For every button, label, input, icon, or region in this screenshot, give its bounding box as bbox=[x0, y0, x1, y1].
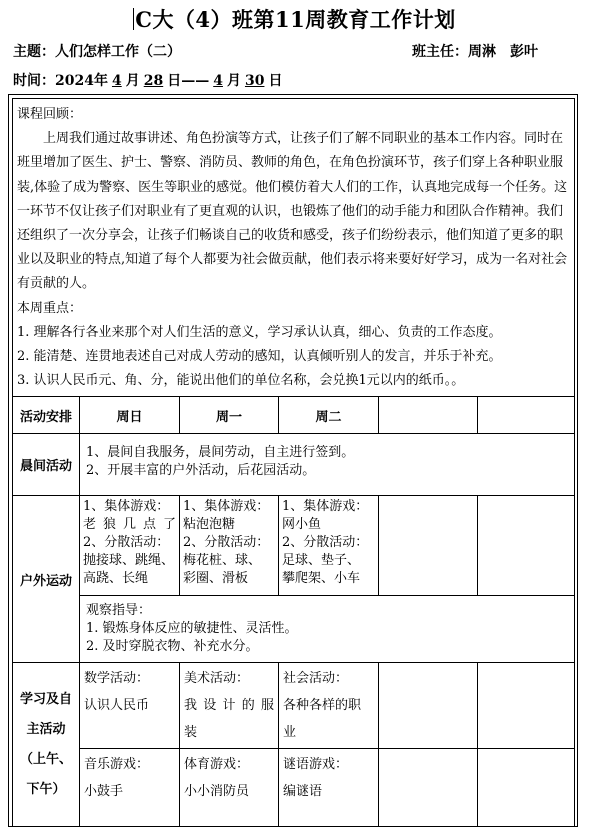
outdoor-group-title: 1、集体游戏： bbox=[282, 499, 369, 514]
study-activity-title: 体育游戏： bbox=[184, 757, 250, 772]
header-day-monday: 周一 bbox=[180, 397, 279, 434]
study-cell-empty bbox=[379, 749, 478, 827]
review-heading: 课程回顾： bbox=[17, 107, 83, 122]
outdoor-group-title: 1、集体游戏： bbox=[183, 499, 270, 514]
title-prefix: C bbox=[135, 7, 153, 32]
theme-label: 主题： bbox=[13, 44, 55, 60]
study-row-1 bbox=[13, 663, 575, 749]
study-label-line: （上午、 bbox=[19, 751, 72, 767]
outdoor-group-game: 老狼几点了 bbox=[83, 517, 176, 532]
review-paragraph: 上周我们通过故事讲述、角色扮演等方式，让孩子们了解不同职业的基本工作内容。同时在班里增加了医生、护士、警察、消防员、教师的角色，在角色扮演环节，孩子们穿上各种职业服装,体验了成为警察、医生等职业的感觉。他们模仿着大人们的工作，认真地完成每一个任务。这一环节不仅让孩子们对职业有了更直观的认识，也锻炼了他们的动手能力和团队合作精神。我们还组织了一次分享会，让孩子们畅谈自己的收货和感受，孩子们纷纷表示，他们知道了更多的职业以及职业的特点,知道了每个人都要为社会做贡献，他们表示将来要好好学习，成为一名对社会有贡献的人。 bbox=[17, 131, 568, 292]
outdoor-free-items: 高跷、长绳 bbox=[83, 571, 149, 586]
theme-value: 人们怎样工作（二） bbox=[55, 44, 181, 60]
outdoor-free-items: 攀爬架、小车 bbox=[282, 571, 361, 586]
focus-item: 1. 理解各行各业来那个对人们生活的意义，学习承认认真，细心、负责的工作态度。 bbox=[17, 324, 502, 340]
study-activity-title: 音乐游戏： bbox=[84, 757, 150, 772]
period-day-dash: 日—— bbox=[167, 73, 210, 89]
morning-row bbox=[13, 434, 575, 496]
observe-line: 1. 锻炼身体反应的敏捷性、灵活性。 bbox=[86, 621, 298, 636]
observe-heading: 观察指导： bbox=[86, 603, 152, 618]
study-cell-sunday bbox=[80, 749, 180, 827]
period-year: 2024年 bbox=[55, 73, 108, 89]
outdoor-cell-empty bbox=[478, 496, 575, 596]
outdoor-free-items: 彩圈、滑板 bbox=[183, 571, 249, 586]
period-month-char: 月 bbox=[226, 73, 241, 89]
teacher-value: 周淋 彭叶 bbox=[468, 44, 538, 60]
study-activity-title: 数学活动： bbox=[84, 671, 150, 686]
header-day-sunday: 周日 bbox=[80, 397, 180, 434]
header-day-empty bbox=[379, 397, 478, 434]
period-end-month: 4 bbox=[213, 73, 223, 89]
study-activity-title: 社会活动： bbox=[283, 671, 349, 686]
outdoor-group-game: 网小鱼 bbox=[282, 517, 322, 532]
title-text: 大（4）班第11周教育工作计划 bbox=[152, 7, 456, 32]
outdoor-cell-monday bbox=[180, 496, 279, 596]
focus-item: 3. 认识人民币元、角、分，能说出他们的单位名称，会兑换1元以内的纸币。。 bbox=[17, 373, 465, 389]
period-day-char: 日 bbox=[268, 73, 283, 89]
study-activity-name: 认识人民币 bbox=[84, 698, 150, 713]
period-line bbox=[13, 70, 282, 90]
study-cell-sunday bbox=[80, 663, 180, 749]
period-end-day: 30 bbox=[244, 73, 265, 89]
outdoor-cell-tuesday bbox=[279, 496, 379, 596]
page-title bbox=[0, 4, 589, 34]
study-cell-empty bbox=[379, 663, 478, 749]
observe-row bbox=[13, 596, 575, 663]
header-activity-label: 活动安排 bbox=[13, 397, 80, 434]
study-cell-tuesday bbox=[279, 663, 379, 749]
study-activity-name: 装 bbox=[184, 725, 198, 740]
focus-heading: 本周重点： bbox=[17, 300, 83, 316]
period-start-month: 4 bbox=[111, 73, 122, 89]
outdoor-free-title: 2、分散活动： bbox=[83, 535, 170, 550]
study-cell-monday bbox=[180, 663, 279, 749]
outdoor-free-items: 梅花桩、球、 bbox=[183, 553, 262, 568]
morning-line: 1、晨间自我服务，晨间劳动，自主进行签到。 bbox=[86, 445, 355, 460]
schedule-header-row bbox=[13, 397, 575, 434]
review-row bbox=[13, 99, 575, 397]
period-label: 时间： bbox=[13, 73, 55, 89]
period-start-day: 28 bbox=[143, 73, 164, 89]
study-cell-tuesday bbox=[279, 749, 379, 827]
outdoor-free-title: 2、分散活动： bbox=[183, 535, 270, 550]
study-activity-name: 编谜语 bbox=[283, 784, 323, 799]
morning-content bbox=[80, 434, 575, 496]
study-label bbox=[13, 663, 80, 827]
study-label-line: 主活动 bbox=[26, 721, 66, 737]
study-activity-name: 小鼓手 bbox=[84, 784, 124, 799]
teacher-label: 班主任： bbox=[412, 44, 468, 60]
outdoor-free-title: 2、分散活动： bbox=[282, 535, 369, 550]
study-activity-title: 谜语游戏： bbox=[283, 757, 349, 772]
observe-line: 2. 及时穿脱衣物、补充水分。 bbox=[86, 639, 259, 654]
study-activity-name: 小小消防员 bbox=[184, 784, 250, 799]
focus-item: 2. 能清楚、连贯地表述自己对成人劳动的感知，认真倾听别人的发言，并乐于补充。 bbox=[17, 349, 502, 365]
study-activity-name: 我设计的服 bbox=[184, 698, 274, 713]
header-day-empty bbox=[478, 397, 575, 434]
study-cell-empty bbox=[478, 663, 575, 749]
observe-content bbox=[80, 596, 575, 663]
outdoor-free-items: 足球、垫子、 bbox=[282, 553, 361, 568]
outdoor-cell-sunday bbox=[80, 496, 180, 596]
study-label-line: 学习及自 bbox=[19, 691, 72, 707]
period-month-char: 月 bbox=[125, 73, 140, 89]
review-cell bbox=[13, 99, 575, 397]
study-cell-empty bbox=[478, 749, 575, 827]
plan-table bbox=[12, 98, 575, 827]
outdoor-cell-empty bbox=[379, 496, 478, 596]
study-label-line: 下午） bbox=[26, 781, 66, 797]
theme-line bbox=[13, 41, 181, 61]
study-activity-name: 业 bbox=[283, 725, 297, 740]
morning-line: 2、开展丰富的户外活动，后花园活动。 bbox=[86, 463, 316, 478]
study-row-2 bbox=[13, 749, 575, 827]
morning-label: 晨间活动 bbox=[13, 434, 80, 496]
outdoor-label: 户外运动 bbox=[13, 496, 80, 663]
plan-frame bbox=[8, 94, 578, 827]
header-day-tuesday: 周二 bbox=[279, 397, 379, 434]
outdoor-row bbox=[13, 496, 575, 596]
study-activity-name: 各种各样的职 bbox=[283, 698, 362, 713]
teacher-line bbox=[412, 41, 538, 61]
outdoor-free-items: 抛接球、跳绳、 bbox=[83, 553, 175, 568]
study-cell-monday bbox=[180, 749, 279, 827]
outdoor-group-game: 粘泡泡糖 bbox=[183, 517, 236, 532]
outdoor-group-title: 1、集体游戏： bbox=[83, 499, 170, 514]
study-activity-title: 美术活动： bbox=[184, 671, 250, 686]
